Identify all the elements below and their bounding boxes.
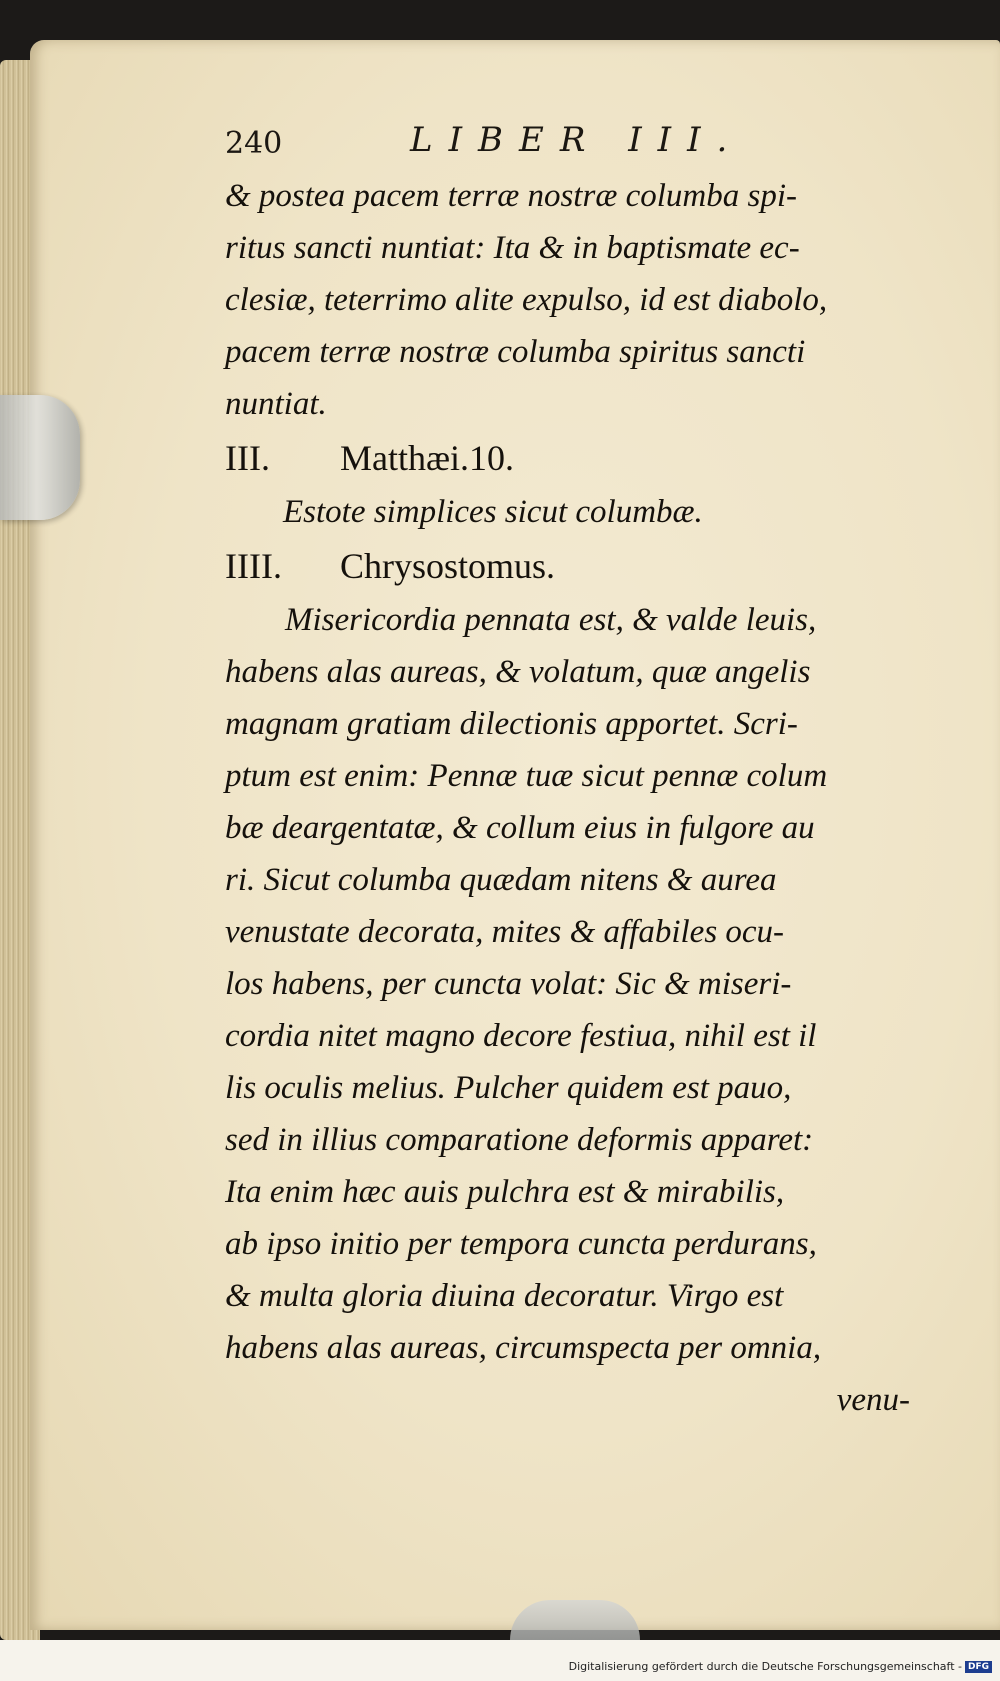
text-line: pacem terræ nostræ columba spiritus sancti [225,334,806,370]
page-number: 240 [225,126,283,161]
text-line: bæ deargentatæ, & collum eius in fulgore au [225,810,815,846]
text-line: lis oculis melius. Pulcher quidem est pauo, [225,1070,792,1106]
text-line: ri. Sicut columba quædam nitens & aurea [225,862,777,898]
page-clip [0,395,80,520]
text-line: sed in illius comparatione deformis apparet: [225,1122,814,1158]
running-head: LIBER III. [410,120,744,160]
text-line: ptum est enim: Pennæ tuæ sicut pennæ colum [225,758,828,794]
catchword: venu- [836,1382,910,1418]
text-line: magnam gratiam dilectionis apportet. Scri- [225,706,798,742]
text-line: cordia nitet magno decore festiua, nihil est il [225,1018,817,1054]
text-line: & postea pacem terræ nostræ columba spi- [225,178,797,214]
body-text [225,170,915,1426]
dfg-logo: DFG [965,1661,992,1673]
text-line: ritus sancti nuntiat: Ita & in baptismate ec- [225,230,800,266]
section-heading-3 [225,430,915,486]
text-line: nuntiat. [225,386,327,422]
page-clip-bottom [510,1600,640,1640]
text-line: clesiæ, teterrimo alite expulso, id est diabolo, [225,282,828,318]
text-line: & multa gloria diuina decoratur. Virgo est [225,1278,784,1314]
page-header [225,120,945,168]
text-line: habens alas aureas, & volatum, quæ angelis [225,654,811,690]
text-line: Misericordia pennata est, & valde leuis, [285,602,817,638]
text-line: Ita enim hæc auis pulchra est & mirabilis, [225,1174,785,1210]
credit-text: Digitalisierung gefördert durch die Deutsche Forschungsgemeinschaft - [568,1660,962,1673]
section-number: III. [225,438,270,478]
quote-line: Estote simplices sicut columbæ. [283,494,703,530]
text-line: ab ipso initio per tempora cuncta perdurans, [225,1226,817,1262]
section-number: IIII. [225,546,282,586]
section-heading-4 [225,538,915,594]
text-line: venustate decorata, mites & affabiles ocu- [225,914,785,950]
section-title: Matthæi.10. [340,438,515,478]
text-line: habens alas aureas, circumspecta per omnia, [225,1330,822,1366]
digitization-credit [569,1660,992,1673]
section-title: Chrysostomus. [340,546,556,586]
text-line: los habens, per cuncta volat: Sic & miseri- [225,966,792,1002]
